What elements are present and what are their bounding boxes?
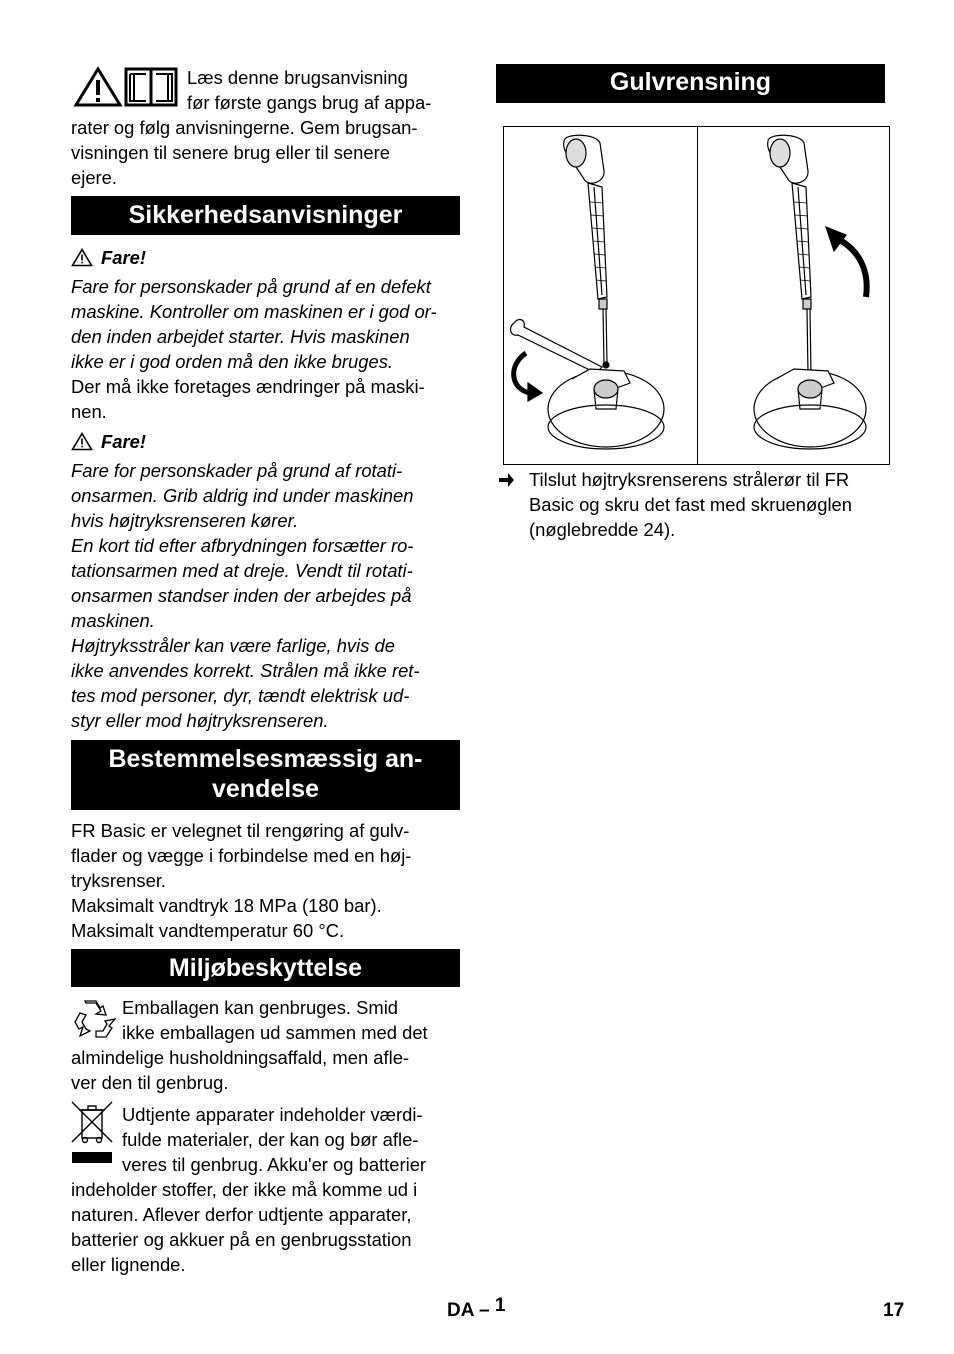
instruction-line: Basic og skru det fast med skruenøglen [529,494,853,515]
footer-lang-code: DA [447,1300,474,1321]
footer-sub-page: 1 [494,1295,506,1316]
heading-safety: Sikkerhedsanvisninger [71,196,460,235]
safety-text: maskinen. [71,610,155,631]
recycle-text: ver den til genbrug. [71,1072,229,1093]
arrow-right-icon [497,469,515,491]
safety-text: hvis højtryksrenseren kører. [71,510,299,531]
open-book-icon [124,66,178,108]
intro-line-4: visningen til senere brug eller til senere [71,142,390,163]
fare-text-1: Fare! [101,247,146,268]
attached-illustration [698,127,890,464]
safety-text: Fare for personskader på grund af rotati- [71,460,403,481]
page-number: 17 [883,1300,905,1321]
safety-text: nen. [71,401,107,422]
warning-triangle-icon [73,66,123,108]
heading-intended-use-line-2: vendelse [211,775,319,803]
heading-intended-use-line-1: Bestemmelsesmæssig an- [108,745,423,773]
recycle-text: almindelige husholdningsaffald, men afle- [71,1047,410,1068]
use-text: flader og vægge i forbindelse med en høj- [71,845,412,866]
warning-small-icon [71,432,93,451]
crossed-bin-icon [70,1100,114,1166]
recycle-icon [72,999,116,1041]
use-text: tryksrenser. [71,870,167,891]
heading-environment: Miljøbeskyttelse [71,949,460,987]
weee-text: naturen. Aflever derfor udtjente apparater, [71,1204,412,1225]
fare-text-2: Fare! [101,431,146,452]
fare-label-1 [71,245,146,270]
safety-text: tes mod personer, dyr, tændt elektrisk ud- [71,685,410,706]
heading-floor: Gulvrensning [496,64,885,103]
instruction-line: Tilslut højtryksrenserens strålerør til FR [529,469,850,490]
safety-text: styr eller mod højtryksrenseren. [71,710,329,731]
instruction-line: (nøglebredde 24). [529,519,676,540]
use-text: Maksimalt vandtryk 18 MPa (180 bar). [71,895,382,916]
weee-text: Udtjente apparater indeholder værdi- [122,1104,423,1125]
intro-line-5: ejere. [71,167,118,188]
floor-cleaner-illustration [503,126,890,465]
attach-wrench-illustration [504,127,697,464]
intro-line-3: rater og følg anvisningerne. Gem brugsan- [71,117,418,138]
weee-text: batterier og akkuer på en genbrugsstation [71,1229,412,1250]
footer-lang [447,1295,506,1323]
weee-text: veres til genbrug. Akku'er og batterier [122,1154,427,1175]
use-text: Maksimalt vandtemperatur 60 °C. [71,920,345,941]
safety-text: maskine. Kontroller om maskinen er i god or- [71,301,437,322]
fare-label-2 [71,429,146,454]
intro-line-1: Læs denne brugsanvisning [187,67,408,88]
safety-text: onsarmen standser inden der arbejdes på [71,585,412,606]
safety-text: Der må ikke foretages ændringer på maski- [71,376,425,397]
safety-text: tationsarmen med at dreje. Vendt til rotati- [71,560,413,581]
safety-text: Fare for personskader på grund af en defekt [71,276,431,297]
heading-intended-use [71,740,460,810]
weee-text: indeholder stoffer, der ikke må komme ud i [71,1179,418,1200]
recycle-text: Emballagen kan genbruges. Smid [122,997,399,1018]
safety-text: ikke er i god orden må den ikke bruges. [71,351,394,372]
safety-text: En kort tid efter afbrydningen forsætter ro- [71,535,414,556]
recycle-text: ikke emballagen ud sammen med det [122,1022,428,1043]
safety-text: den inden arbejdet starter. Hvis maskinen [71,326,410,347]
safety-text: onsarmen. Grib aldrig ind under maskinen [71,485,414,506]
safety-text: Højtryksstråler kan være farlige, hvis de [71,635,395,656]
warning-small-icon [71,248,93,267]
intro-line-2: før første gangs brug af appa- [187,92,432,113]
footer-dash: – [479,1300,490,1321]
weee-text: eller lignende. [71,1254,186,1275]
use-text: FR Basic er velegnet til rengøring af gulv- [71,820,410,841]
safety-text: ikke anvendes korrekt. Strålen må ikke ret- [71,660,420,681]
weee-text: fulde materialer, der kan og bør afle- [122,1129,419,1150]
